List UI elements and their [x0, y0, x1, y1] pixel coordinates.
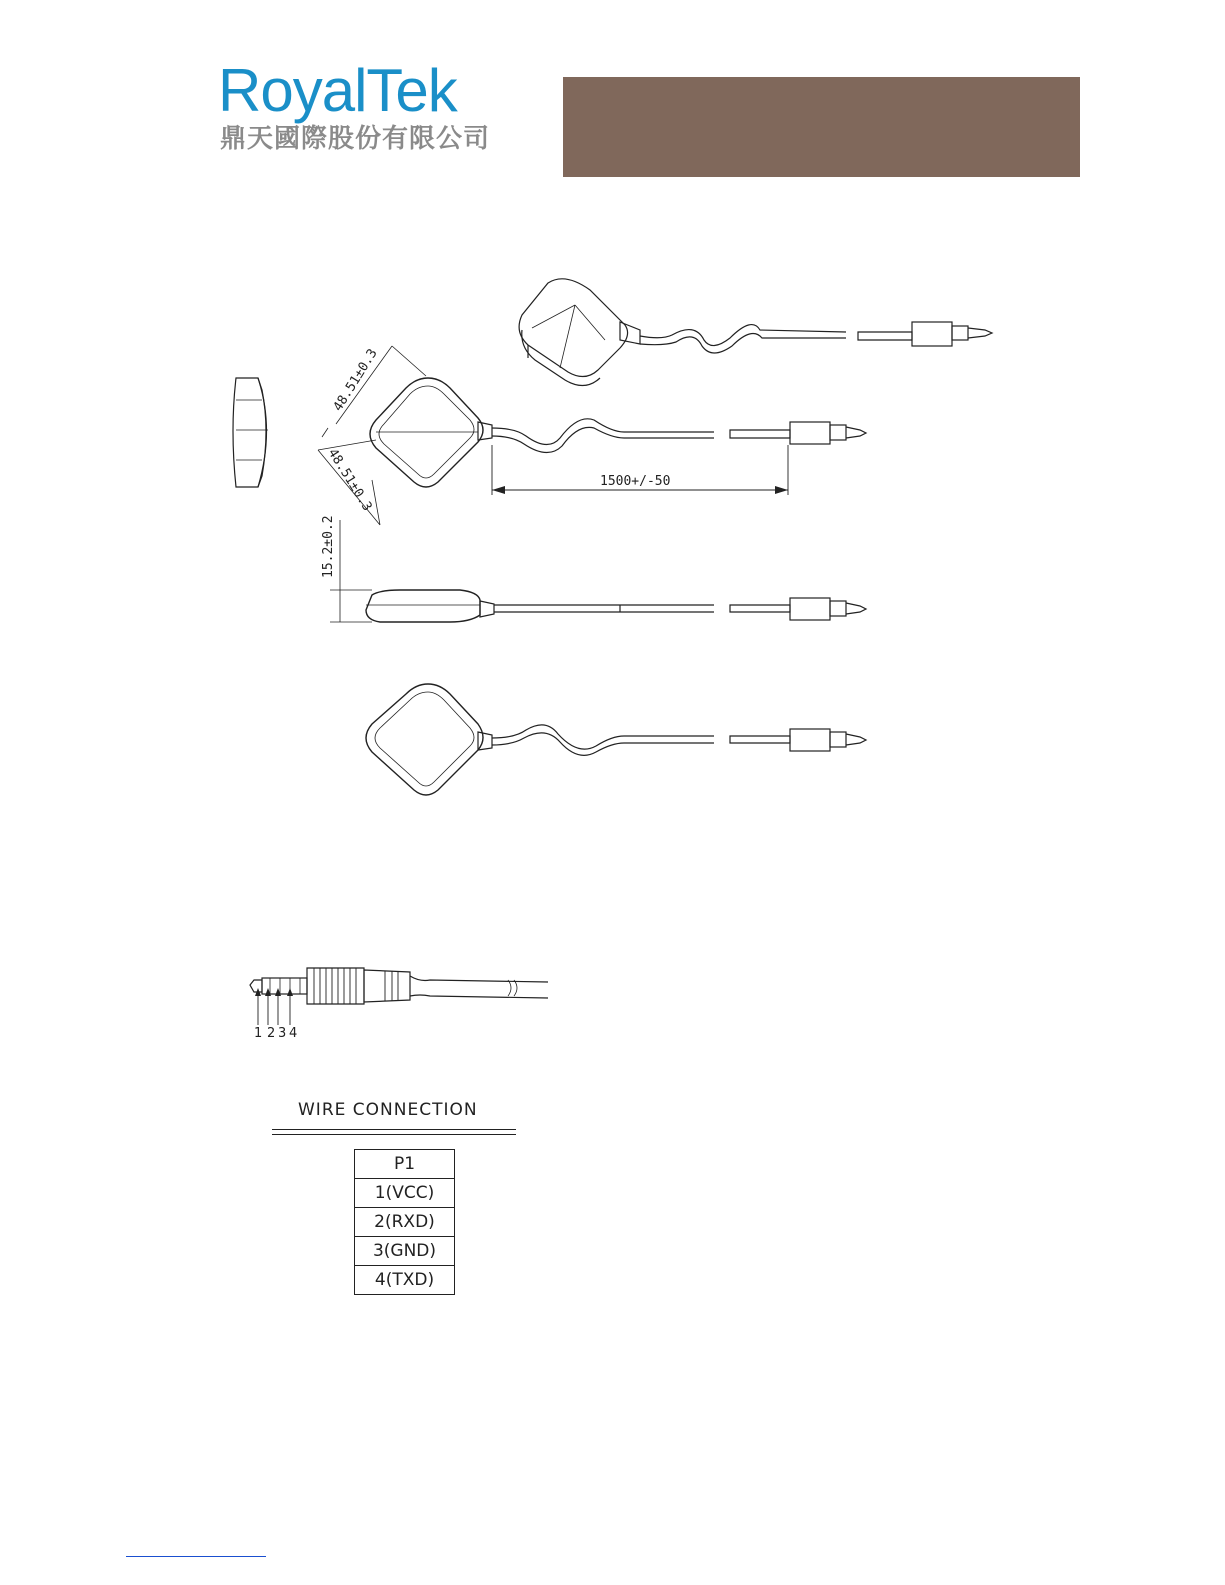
table-row: [355, 1266, 455, 1295]
bottom-view: [366, 684, 866, 795]
footer-rule: [126, 1556, 266, 1557]
table-row: [355, 1179, 455, 1208]
pin-label-3: 3: [278, 1026, 287, 1041]
pin-label-2: 2: [267, 1026, 276, 1041]
pin-label-4: 4: [289, 1026, 298, 1041]
title-rule: [272, 1129, 516, 1130]
table-cell: 3(GND): [355, 1237, 455, 1266]
logo-chinese-name: 鼎天國際股份有限公司: [220, 124, 491, 154]
table-row: [355, 1150, 455, 1179]
table-row: [355, 1237, 455, 1266]
table-cell: 2(RXD): [355, 1208, 455, 1237]
dim-width-top: 48.51±0.3: [330, 346, 381, 415]
wire-connection-title: WIRE CONNECTION: [298, 1100, 478, 1120]
dim-cable-length: 1500+/-50: [600, 474, 671, 489]
pin-label-1: 1: [254, 1026, 263, 1041]
wire-connection-table: [354, 1149, 455, 1295]
table-cell: 1(VCC): [355, 1179, 455, 1208]
dim-width-side: 48.51±0.3: [324, 446, 375, 514]
plug-detail: [250, 968, 548, 1025]
wire-connection-heading: [272, 1100, 516, 1136]
table-cell: 4(TXD): [355, 1266, 455, 1295]
front-view: [330, 520, 866, 622]
perspective-view: [519, 279, 992, 386]
table-row: [355, 1208, 455, 1237]
dim-height: 15.2±0.2: [321, 515, 336, 578]
logo-wordmark: RoyalTek: [218, 57, 457, 124]
top-view: [318, 346, 866, 525]
title-rule: [272, 1134, 516, 1135]
side-view-left: [233, 378, 268, 487]
table-header-cell: P1: [355, 1150, 455, 1179]
